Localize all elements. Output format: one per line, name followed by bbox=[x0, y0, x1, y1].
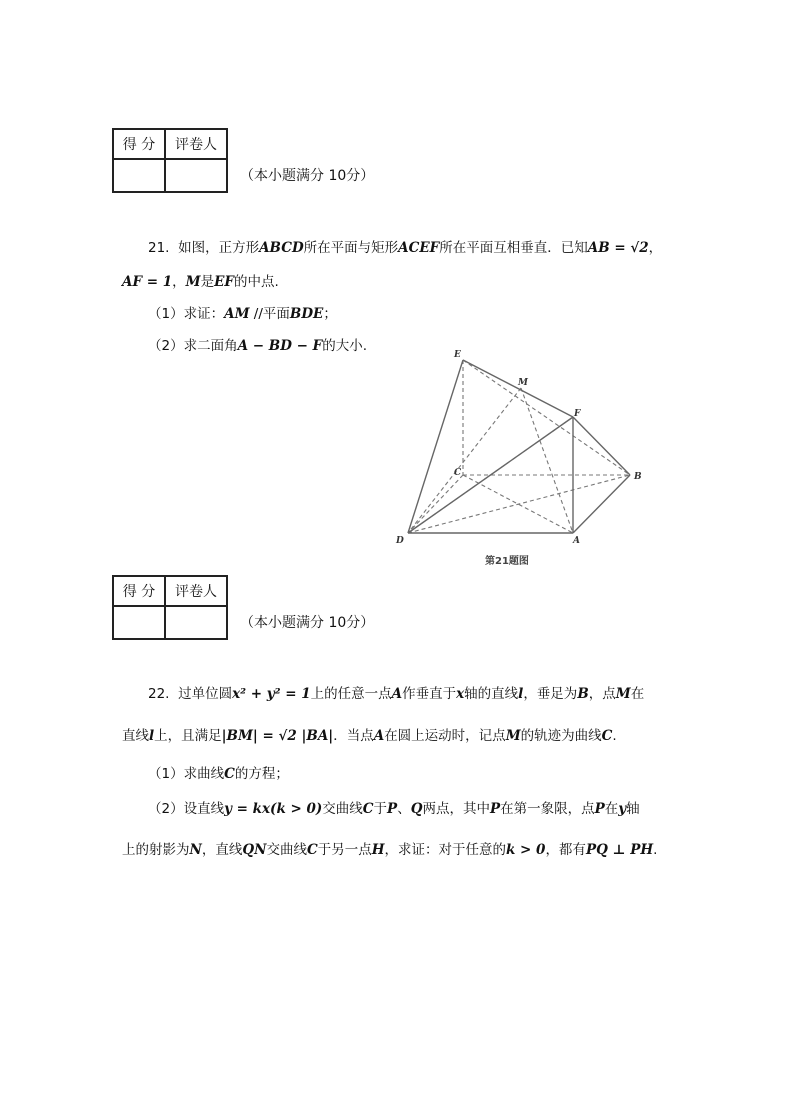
grader-label: 评卷人 bbox=[165, 576, 227, 606]
q21-number: 21. bbox=[148, 240, 170, 256]
q21-points-note: （本小题满分 10分） bbox=[240, 168, 375, 184]
q22-line2: 直线l上，且满足|BM| = √2 |BA|．当点A在圆上运动时，记点M的轨迹为曲线C. bbox=[122, 728, 617, 744]
q21-line1: 21. 如图，正方形ABCD所在平面与矩形ACEF所在平面互相垂直．已知AB = √2， bbox=[148, 240, 663, 256]
grader-label: 评卷人 bbox=[165, 129, 227, 159]
label-c: C bbox=[454, 468, 462, 478]
q21-part2: （2）求二面角A − BD − F的大小. bbox=[148, 338, 367, 354]
q21-line2: AF = 1，M是EF的中点. bbox=[122, 274, 279, 290]
edge-cd bbox=[408, 475, 463, 533]
label-f: F bbox=[574, 409, 581, 419]
q22-part2: （2）设直线y = kx(k > 0)交曲线C于P、Q两点，其中P在第一象限，点P在y轴 bbox=[148, 801, 640, 817]
score-cell bbox=[113, 606, 165, 639]
q22-part1: （1）求曲线C的方程； bbox=[148, 766, 289, 782]
edge-ed bbox=[408, 360, 463, 533]
edge-ab bbox=[573, 475, 630, 533]
edge-db bbox=[408, 475, 630, 533]
edge-eb bbox=[463, 360, 630, 475]
q21-figure bbox=[390, 345, 650, 575]
q22-line1: 22. 过单位圆x² + y² = 1上的任意一点A作垂直于x轴的直线l，垂足为B，点M在 bbox=[148, 686, 645, 702]
label-e: E bbox=[454, 350, 461, 360]
score-label: 得 分 bbox=[113, 129, 165, 159]
edge-ma bbox=[521, 388, 573, 533]
q21-part1: （1）求证：AM //平面BDE； bbox=[148, 306, 337, 322]
q22-part2-cont: 上的射影为N，直线QN交曲线C于另一点H，求证：对于任意的k > 0，都有PQ ⊥ PH. bbox=[122, 842, 658, 858]
q22-points-note: （本小题满分 10分） bbox=[240, 615, 375, 631]
edge-md bbox=[408, 388, 521, 533]
label-a: A bbox=[573, 536, 580, 546]
score-box-q21 bbox=[112, 128, 228, 193]
edge-fb bbox=[573, 417, 630, 475]
q22-number: 22. bbox=[148, 686, 170, 702]
score-label: 得 分 bbox=[113, 576, 165, 606]
score-cell bbox=[113, 159, 165, 192]
label-b: B bbox=[634, 472, 642, 482]
edge-ef bbox=[463, 360, 573, 417]
grader-cell bbox=[165, 606, 227, 639]
label-d: D bbox=[396, 536, 404, 546]
grader-cell bbox=[165, 159, 227, 192]
label-m: M bbox=[518, 378, 528, 388]
score-box-q22 bbox=[112, 575, 228, 640]
figure-caption: 第21题图 bbox=[485, 556, 529, 567]
